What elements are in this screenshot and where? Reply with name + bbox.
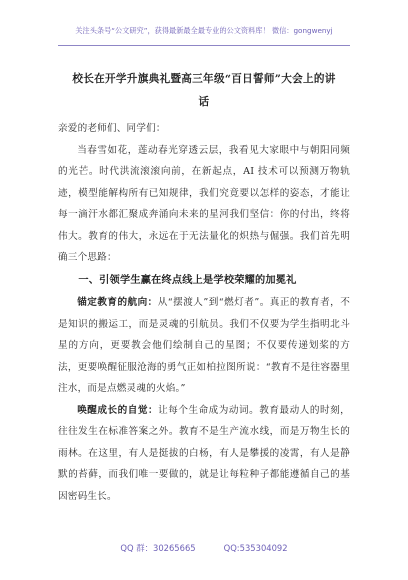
salutation: 亲爱的老师们、同学们： bbox=[58, 123, 166, 134]
footer-qq-group: QQ 群：30265665 bbox=[120, 543, 196, 553]
paragraph-awaken-growth bbox=[58, 400, 350, 508]
header-promo-note: 关注头条号“公文研究”，获得最新最全最专业的公文资料库！ 微信：gongwenyj bbox=[75, 26, 333, 35]
paragraph-text: 从“摆渡人”到“燃灯者”。真正的教育者，不是知识的搬运工，而是灵魂的引航员。我们不仅要为学生指明北斗星的方向，更要教会他们绘制自己的星图；不仅要传递划桨的方法，更要唤醒征服沧海的勇气正如柏拉图所说：“教育不是往容器里注水，而是点燃灵魂的火焰。” bbox=[58, 297, 350, 394]
document-title bbox=[56, 68, 352, 114]
paragraph-anchor-education bbox=[58, 292, 350, 400]
section-heading-1: 一、引领学生赢在终点线上是学校荣耀的加冕礼 bbox=[78, 273, 297, 286]
footer-qq: QQ:535304092 bbox=[223, 543, 288, 553]
document-title-line-2: 话 bbox=[198, 96, 210, 108]
paragraph-text: 让每个生命成为动词。教育最动人的时刻，往往发生在标准答案之外。教育不是生产流水线，而是万物生长的雨林。在这里，有人是挺拔的白杨，有人是攀援的凌霄，有人是静默的苔藓，而我们唯一要做的，就是让每粒种子都能遵循自己的基因密码生长。 bbox=[58, 404, 350, 502]
document-body bbox=[58, 118, 350, 507]
paragraph-lead: 锚定教育的航向： bbox=[77, 297, 158, 308]
header-divider bbox=[58, 45, 350, 46]
paragraph-lead: 唤醒成长的自觉： bbox=[77, 404, 159, 416]
intro-paragraph: 当春雪如花，莲动春光穿透云层，我看见大家眼中与朝阳同频的光芒。时代洪流滚滚向前，在新起点，AI 技术可以预测万物轨迹，模型能解构所有已知规律，我们究竟要以怎样的姿态，才能让每一滴汗水都汇聚成奔涌向未来的星河我们坚信：你的付出，终将伟大。教育的伟大，永远在于无法量化的炽热与倔强。我们首先明确三个思路： bbox=[58, 144, 350, 263]
document-title-line-1: 校长在开学升旗典礼暨高三年级“百日誓师”大会上的讲 bbox=[72, 73, 336, 85]
footer-contact bbox=[0, 542, 408, 554]
